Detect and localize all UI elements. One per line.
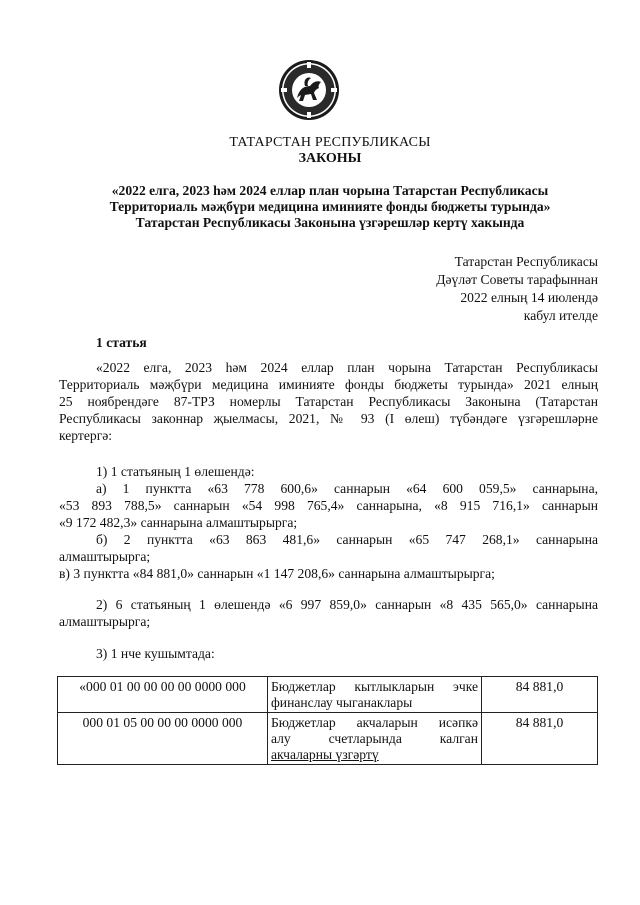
description-line: алу счетларында калган [271, 731, 478, 746]
paragraph-line: 3) 1 нче кушымтада: [96, 646, 215, 661]
amount-cell: 84 881,0 [482, 713, 598, 765]
paragraph-line: «9 172 482,3» саннарына алмаштырырга; [59, 515, 298, 530]
budget-code-cell: «000 01 00 00 00 00 0000 000 [58, 677, 268, 713]
description-line: финанслау чыганаклары [271, 695, 413, 710]
paragraph-line: 2) 6 статьяның 1 өлешендә «6 997 859,0» саннарын «8 435 565,0» саннарына [96, 597, 598, 612]
budget-code-cell: 000 01 05 00 00 00 0000 000 [58, 713, 268, 765]
paragraph-line: 25 ноябрендәге 87-ТРЗ номерлы Татарстан Республикасы Законына (Татарстан [59, 394, 598, 409]
paragraph-line: Территориаль мәҗбүри медицина иминияте фонды бюджеты турында» 2021 елның [59, 377, 598, 392]
adoption-line: кабул ителде [523, 308, 598, 323]
point-2 [59, 596, 598, 630]
adoption-block [436, 253, 598, 325]
paragraph-line: 1) 1 статьяның 1 өлешендә: [96, 464, 255, 479]
amount-cell: 84 881,0 [482, 677, 598, 713]
paragraph-line: Республикасы законнар җыелмасы, 2021, № 93 (I өлеш) түбәндәге үзгәрешләрне [59, 411, 598, 426]
description-line: Бюджетлар акчаларын исәпкә [271, 715, 478, 730]
adoption-line: Татарстан Республикасы [454, 254, 598, 269]
paragraph-line: «53 893 788,5» саннарын «54 998 765,4» саннарына, «8 915 716,1» саннарын [59, 498, 598, 513]
table-row [58, 713, 598, 765]
amendment-table [57, 676, 598, 765]
point-1 [59, 463, 598, 582]
point-3 [59, 645, 598, 662]
law-title-line: Татарстан Республикасы Законына үзгәрешләр кертү хакында [135, 215, 525, 230]
article-heading: 1 статья [96, 335, 147, 350]
paragraph-line: «2022 елга, 2023 һәм 2024 еллар план чорына Татарстан Республикасы [96, 360, 598, 375]
paragraph-line: алмаштырырга; [59, 549, 151, 564]
paragraph-line: в) 3 пунктта «84 881,0» саннарын «1 147 208,6» саннарына алмаштырырга; [59, 566, 495, 581]
description-line: акчаларны үзгәртү [271, 747, 379, 762]
adoption-line: Дәүләт Советы тарафыннан [436, 272, 598, 287]
law-heading: ЗАКОНЫ [298, 151, 362, 166]
paragraph-line: алмаштырырга; [59, 614, 151, 629]
intro-paragraph [59, 359, 598, 444]
law-title-line: Территориаль мәҗбүри медицина иминияте фонды бюджеты турында» [109, 199, 551, 214]
description-cell [268, 677, 482, 713]
republic-heading: ТАТАРСТАН РЕСПУБЛИКАСЫ [229, 135, 431, 150]
table-row [58, 677, 598, 713]
paragraph-line: б) 2 пунктта «63 863 481,6» саннарын «65 747 268,1» саннарына [96, 532, 598, 547]
adoption-line: 2022 елның 14 июлендә [460, 290, 598, 305]
tatarstan-emblem-icon [277, 58, 341, 122]
paragraph-line: а) 1 пунктта «63 778 600,6» саннарын «64 600 059,5» саннарына, [96, 481, 598, 496]
paragraph-line: кертергә: [59, 428, 113, 443]
law-title-line: «2022 елга, 2023 һәм 2024 еллар план чорына Татарстан Республикасы [111, 183, 549, 198]
description-line: Бюджетлар кытлыкларын эчке [271, 679, 478, 694]
law-title [60, 183, 600, 231]
description-cell [268, 713, 482, 765]
